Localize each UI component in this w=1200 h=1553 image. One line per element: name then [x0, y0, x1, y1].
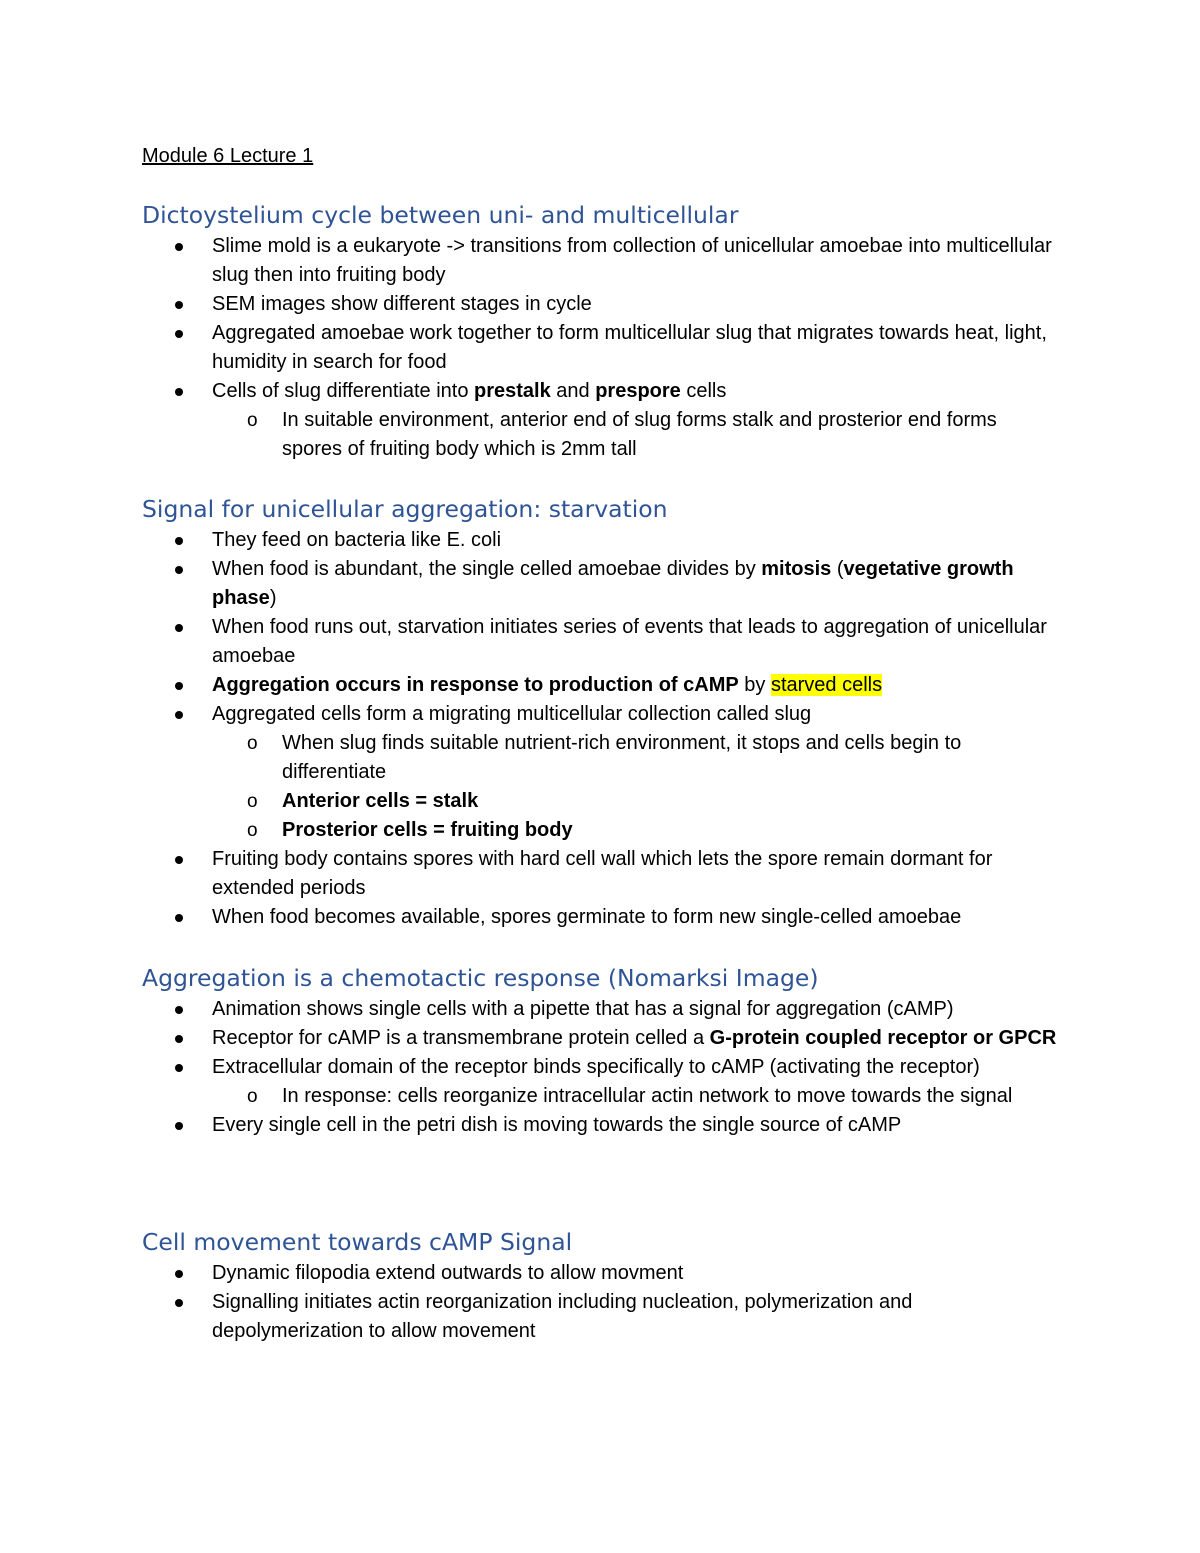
bullet-list [142, 995, 1062, 1140]
section-cell-movement [142, 1227, 1062, 1346]
sub-list-item: o When slug finds suitable nutrient-rich environment, it stops and cells begin to differentiate [142, 729, 1062, 787]
document-title: Module 6 Lecture 1 [142, 145, 314, 167]
section-heading: Aggregation is a chemotactic response (Nomarksi Image) [142, 964, 819, 992]
highlighted-text: starved cells [770, 674, 883, 696]
sub-list-item: o In suitable environment, anterior end of slug forms stalk and prosterior end forms spores of fruiting body which is 2mm tall [142, 406, 1062, 464]
list-item: Signalling initiates actin reorganization including nucleation, polymerization and depolymerization to allow movement [142, 1288, 1062, 1346]
sub-list-item: o Anterior cells = stalk [142, 787, 1062, 816]
list-item: Fruiting body contains spores with hard cell wall which lets the spore remain dormant for extended periods [142, 845, 1062, 903]
list-item: Dynamic filopodia extend outwards to allow movment [142, 1259, 1062, 1288]
bullet-list [142, 526, 1062, 932]
list-item: Slime mold is a eukaryote -> transitions from collection of unicellular amoebae into multicellular slug then into fruiting body [142, 232, 1062, 290]
bullet-list [142, 1259, 1062, 1346]
list-item: Cells of slug differentiate into prestalk and prespore cells [142, 377, 1062, 406]
list-item: Receptor for cAMP is a transmembrane protein celled a G-protein coupled receptor or GPCR [142, 1024, 1062, 1053]
sub-list-item: o Prosterior cells = fruiting body [142, 816, 1062, 845]
section-heading: Cell movement towards cAMP Signal [142, 1228, 573, 1256]
section-starvation-signal [142, 494, 1062, 932]
list-item: Every single cell in the petri dish is moving towards the single source of cAMP [142, 1111, 1062, 1140]
list-item: Animation shows single cells with a pipette that has a signal for aggregation (cAMP) [142, 995, 1062, 1024]
section-dictyostelium-cycle [142, 200, 1062, 464]
list-item: When food runs out, starvation initiates series of events that leads to aggregation of unicellular amoebae [142, 613, 1062, 671]
list-item: When food becomes available, spores germinate to form new single-celled amoebae [142, 903, 1062, 932]
list-item: SEM images show different stages in cycle [142, 290, 1062, 319]
section-chemotactic-response [142, 963, 1062, 1140]
list-item: Extracellular domain of the receptor binds specifically to cAMP (activating the receptor) [142, 1053, 1062, 1082]
list-item: They feed on bacteria like E. coli [142, 526, 1062, 555]
list-item: Aggregated amoebae work together to form multicellular slug that migrates towards heat, light, humidity in search for food [142, 319, 1062, 377]
section-heading: Dictoystelium cycle between uni- and multicellular [142, 201, 739, 229]
sub-list-item: o In response: cells reorganize intracellular actin network to move towards the signal [142, 1082, 1062, 1111]
list-item: When food is abundant, the single celled amoebae divides by mitosis (vegetative growth phase) [142, 555, 1062, 613]
section-heading: Signal for unicellular aggregation: starvation [142, 495, 668, 523]
bullet-list [142, 232, 1062, 464]
list-item: Aggregation occurs in response to production of cAMP by starved cells [142, 671, 1062, 700]
list-item: Aggregated cells form a migrating multicellular collection called slug [142, 700, 1062, 729]
